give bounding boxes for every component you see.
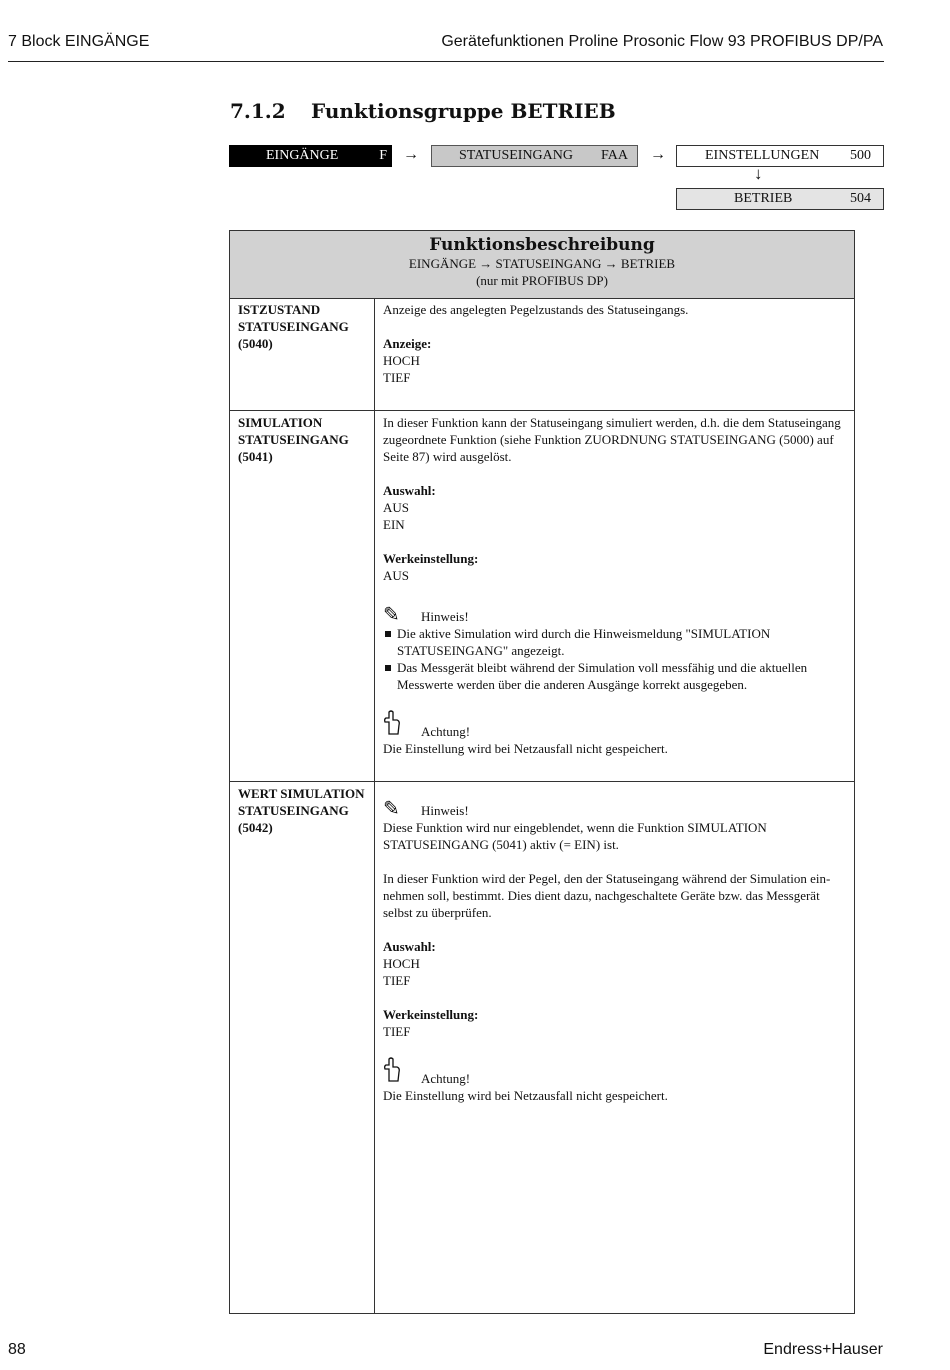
nav-betrieb xyxy=(676,188,884,210)
function-desc-5040 xyxy=(383,301,849,386)
caution-label: Achtung! xyxy=(421,1071,471,1086)
list-item xyxy=(383,659,849,693)
option-value: TIEF xyxy=(383,370,411,385)
option-value: HOCH xyxy=(383,353,420,368)
caution-text: Die Einstellung wird bei Netzausfall nicht gespeichert. xyxy=(383,741,668,756)
option-value: TIEF xyxy=(383,973,411,988)
function-name-line: STATUSEINGANG xyxy=(238,319,349,334)
bullet-line: Messwerte werden über die anderen Ausgänge korrekt ausgegeben. xyxy=(397,677,748,692)
option-value: EIN xyxy=(383,517,405,532)
function-name-line: STATUSEINGANG xyxy=(238,432,349,447)
function-code: (5042) xyxy=(238,820,273,835)
function-desc-5042 xyxy=(383,799,849,1104)
description-text: In dieser Funktion kann der Statuseingang simuliert werden, d.h. die dem Statuseingang xyxy=(383,415,841,430)
function-name-5041 xyxy=(238,414,370,465)
table-path: EINGÄNGE → STATUSEINGANG → BETRIEB xyxy=(408,256,676,271)
function-name-5042 xyxy=(238,785,370,836)
nav-group-label: STATUSEINGANG xyxy=(459,148,573,163)
nav-block-eingaenge xyxy=(229,145,392,167)
function-name-line: WERT SIMULATION xyxy=(238,786,365,801)
option-value: HOCH xyxy=(383,956,420,971)
nav-arrow-right-1: → xyxy=(403,146,419,163)
nav-einstellungen xyxy=(676,145,884,167)
function-desc-5041 xyxy=(383,414,849,757)
function-name-5040 xyxy=(238,301,370,352)
nav-block-code: F xyxy=(379,148,387,163)
factory-value: AUS xyxy=(383,568,410,583)
option-value: AUS xyxy=(383,500,410,515)
caution-label: Achtung! xyxy=(421,724,471,739)
bullet-line: STATUSEINGANG" angezeigt. xyxy=(397,643,565,658)
running-header-right: Gerätefunktionen Proline Prosonic Flow 93 PROFIBUS DP/PA xyxy=(441,33,883,50)
row-divider xyxy=(230,781,854,782)
row-divider xyxy=(230,410,854,411)
nav-op-label: BETRIEB xyxy=(734,191,793,206)
table-scope: (nur mit PROFIBUS DP) xyxy=(476,273,608,288)
table-header xyxy=(230,231,854,299)
nav-arrow-right-2: → xyxy=(650,146,666,163)
nav-op-code: 504 xyxy=(850,191,871,206)
factory-label: Werkeinstellung: xyxy=(383,1007,479,1022)
bullet-line: Die aktive Simulation wird durch die Hinweismeldung "SIMULATION xyxy=(397,626,771,641)
select-label: Auswahl: xyxy=(383,939,436,954)
function-name-line: SIMULATION xyxy=(238,415,323,430)
description-text: Anzeige des angelegten Pegelzustands des Statuseingangs. xyxy=(383,302,689,317)
nav-block-label: EINGÄNGE xyxy=(266,148,339,163)
description-text: In dieser Funktion wird der Pegel, den der Statuseingang während der Simulation ein- xyxy=(383,871,831,886)
select-label: Auswahl: xyxy=(383,483,436,498)
nav-arrow-down: ↓ xyxy=(754,164,763,183)
pointing-hand-icon xyxy=(383,1057,421,1087)
function-table xyxy=(229,230,855,1314)
caution-text: Die Einstellung wird bei Netzausfall nicht gespeichert. xyxy=(383,1088,668,1103)
nav-settings-code: 500 xyxy=(850,148,871,163)
section-title: Funktionsgruppe BETRIEB xyxy=(311,99,616,123)
nav-settings-label: EINSTELLUNGEN xyxy=(705,148,820,163)
note-bullets xyxy=(383,625,849,693)
function-name-line: ISTZUSTAND xyxy=(238,302,321,317)
running-header-left: 7 Block EINGÄNGE xyxy=(8,33,150,50)
note-label: Hinweis! xyxy=(421,803,469,818)
brand-logo-text: Endress+Hauser xyxy=(763,1341,883,1358)
pencil-icon: ✎ xyxy=(383,798,400,820)
pencil-icon: ✎ xyxy=(383,604,400,626)
note-text: Diese Funktion wird nur eingeblendet, wenn die Funktion SIMULATION xyxy=(383,820,767,835)
factory-label: Werkeinstellung: xyxy=(383,551,479,566)
description-text: selbst zu überprüfen. xyxy=(383,905,492,920)
display-label: Anzeige: xyxy=(383,336,432,351)
section-number: 7.1.2 xyxy=(230,99,286,123)
pointing-hand-icon xyxy=(383,710,421,740)
list-item xyxy=(383,625,849,659)
description-text: nehmen soll, bestimmt. Dies dient dazu, nachgeschaltete Geräte bzw. das Messgerät xyxy=(383,888,820,903)
function-code: (5040) xyxy=(238,336,273,351)
description-text: zugeordnete Funktion (siehe Funktion ZUORDNUNG STATUSEINGANG (5000) auf xyxy=(383,432,834,447)
nav-group-code: FAA xyxy=(601,148,628,163)
function-name-line: STATUSEINGANG xyxy=(238,803,349,818)
note-text: STATUSEINGANG (5041) aktiv (= EIN) ist. xyxy=(383,837,619,852)
section-heading xyxy=(230,99,616,123)
function-code: (5041) xyxy=(238,449,273,464)
table-title: Funktionsbeschreibung xyxy=(429,235,655,255)
factory-value: TIEF xyxy=(383,1024,411,1039)
note-label: Hinweis! xyxy=(421,609,469,624)
page-number: 88 xyxy=(8,1341,26,1358)
description-text: Seite 87) wird ausgelöst. xyxy=(383,449,512,464)
column-divider xyxy=(374,298,375,1314)
bullet-line: Das Messgerät bleibt während der Simulation voll messfähig und die aktuellen xyxy=(397,660,808,675)
header-rule xyxy=(8,61,884,62)
nav-group-statuseingang xyxy=(431,145,638,167)
